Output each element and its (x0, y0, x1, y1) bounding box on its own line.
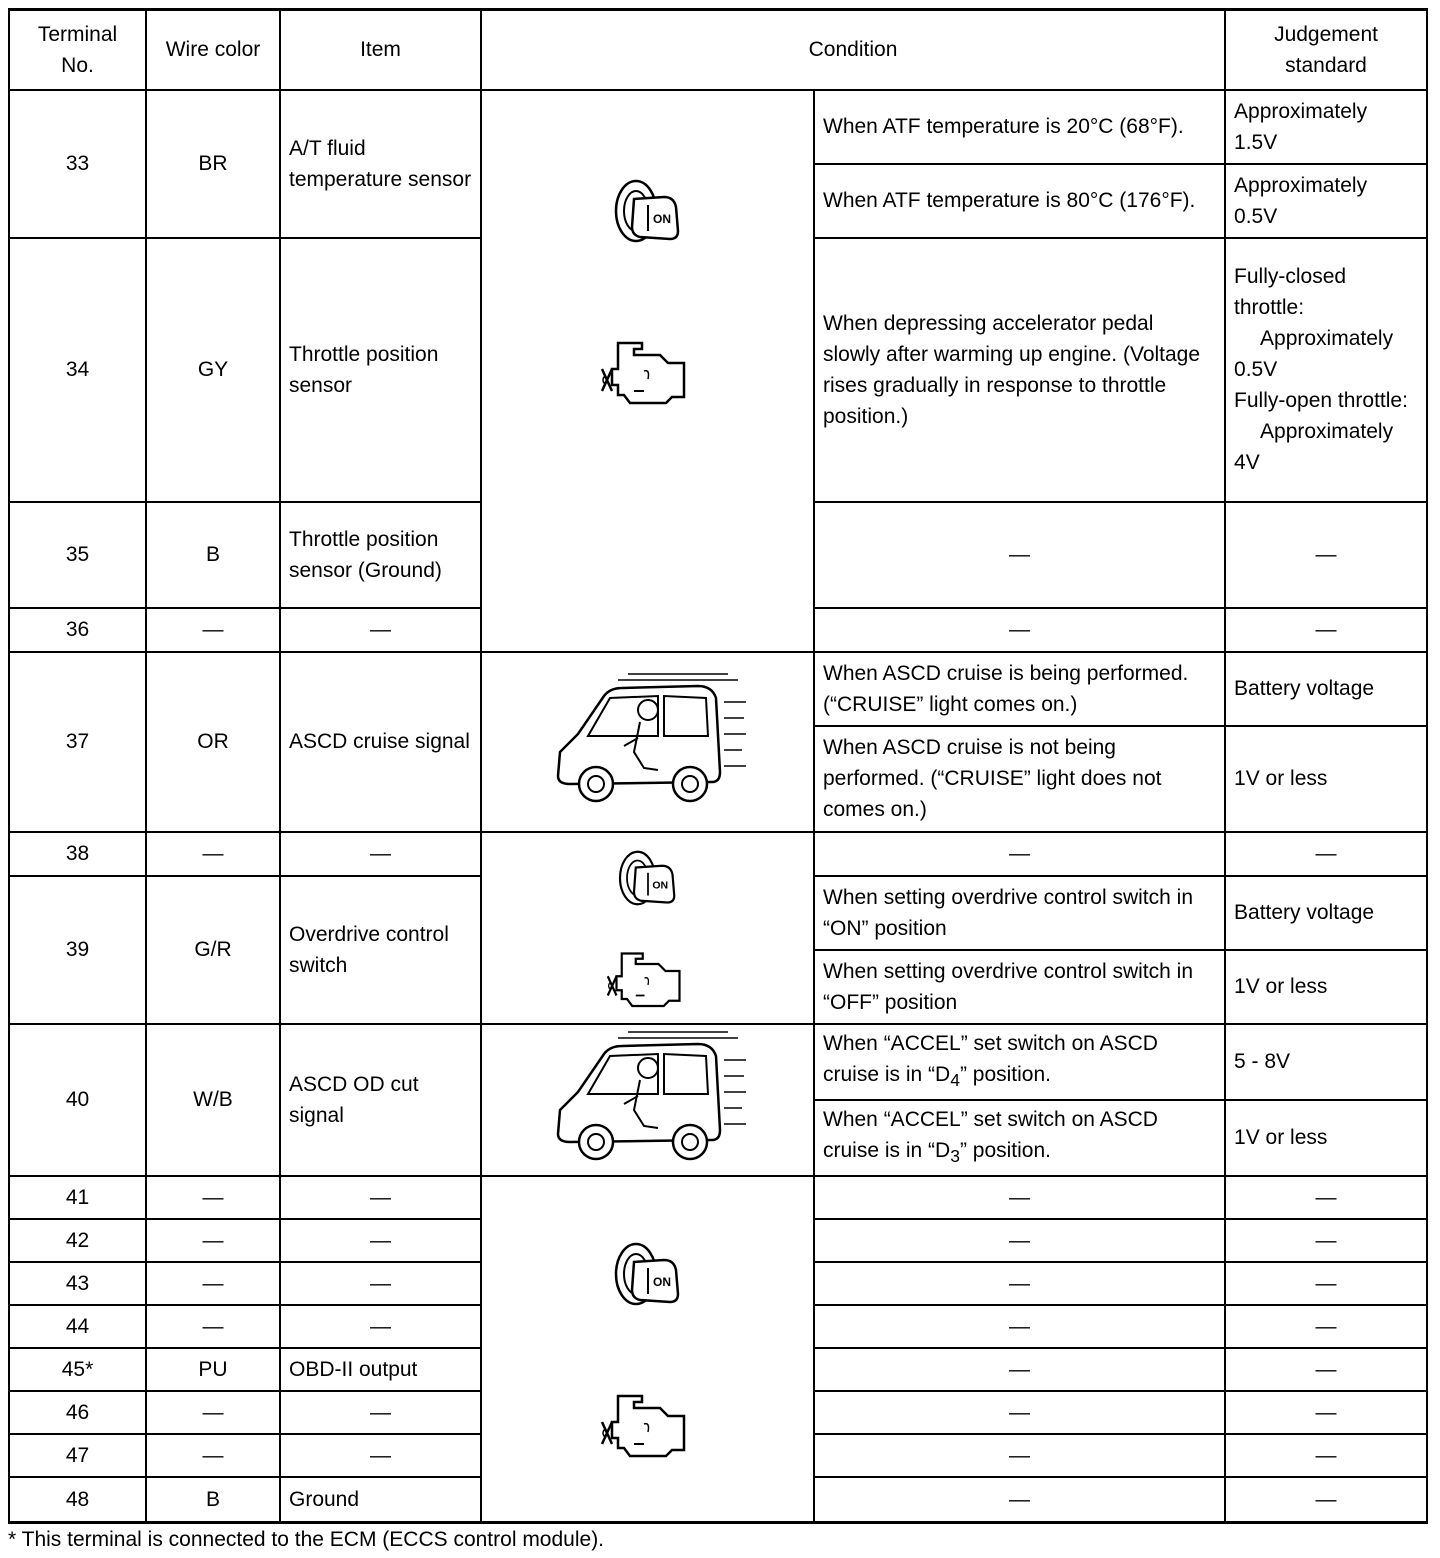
engine-running-icon (598, 1384, 698, 1464)
wire-color: W/B (146, 1024, 280, 1176)
condition (814, 1024, 1225, 1100)
car-driving-icon (548, 672, 748, 812)
judgement (1225, 164, 1427, 238)
condition: — (814, 1391, 1225, 1434)
judgement: — (1225, 1434, 1427, 1477)
condition-icons (481, 1176, 814, 1523)
judgement-line: 0.5V (1234, 358, 1278, 381)
item: ASCD OD cut signal (280, 1024, 481, 1176)
header-row (9, 10, 1427, 90)
condition-subscript: 4 (950, 1069, 960, 1090)
judgement (1225, 90, 1427, 164)
condition: — (814, 608, 1225, 652)
condition: — (814, 1434, 1225, 1477)
terminal-no: 39 (9, 876, 146, 1024)
wire-color: PU (146, 1348, 280, 1391)
item: A/T fluid temperature sensor (280, 90, 481, 238)
ignition-key-on-icon (608, 171, 688, 251)
engine-running-icon (598, 331, 698, 411)
item: Overdrive control switch (280, 876, 481, 1024)
condition: When ATF temperature is 80°C (176°F). (814, 164, 1225, 238)
judgement: 1V or less (1225, 950, 1427, 1024)
header-condition: Condition (481, 10, 1225, 90)
terminal-no: 41 (9, 1176, 146, 1219)
judgement: Battery voltage (1225, 876, 1427, 950)
wire-color: — (146, 1305, 280, 1348)
condition: — (814, 1305, 1225, 1348)
judgement-line: Approximately (1234, 99, 1368, 123)
condition-subscript: 3 (950, 1145, 960, 1166)
condition-text: When “ACCEL” set switch on ASCD cruise is in “D (823, 1107, 1158, 1162)
terminal-table-page (8, 8, 1426, 1554)
wire-color: B (146, 1477, 280, 1523)
condition: When setting overdrive control switch in “OFF” position (814, 950, 1225, 1024)
footnote: * This terminal is connected to the ECM (ECCS control module). (8, 1528, 605, 1552)
terminal-no: 47 (9, 1434, 146, 1477)
judgement-line: 1.5V (1234, 130, 1278, 154)
terminal-no: 36 (9, 608, 146, 652)
judgement: 1V or less (1225, 726, 1427, 832)
item: Throttle position sensor (280, 238, 481, 502)
judgement: — (1225, 1219, 1427, 1262)
condition: — (814, 832, 1225, 876)
judgement: — (1225, 1262, 1427, 1305)
item: — (280, 1434, 481, 1477)
condition: When ASCD cruise is not being performed. (“CRUISE” light does not comes on.) (814, 726, 1225, 832)
judgement-line: Approximately (1260, 420, 1394, 443)
judgement: — (1225, 1391, 1427, 1434)
item: — (280, 608, 481, 652)
icon-stack (482, 672, 813, 812)
icon-stack (482, 171, 813, 571)
condition: When ASCD cruise is being performed. (“CRUISE” light comes on.) (814, 652, 1225, 726)
judgement-line: 0.5V (1234, 204, 1278, 228)
car-driving-icon (548, 1030, 748, 1170)
item: OBD-II output (280, 1348, 481, 1391)
judgement: 5 - 8V (1225, 1024, 1427, 1100)
item: — (280, 1262, 481, 1305)
judgement: — (1225, 1176, 1427, 1219)
wire-color: — (146, 1434, 280, 1477)
judgement: — (1225, 1477, 1427, 1523)
judgement: — (1225, 1348, 1427, 1391)
header-terminal-line2: No. (61, 53, 94, 77)
terminal-no: 37 (9, 652, 146, 832)
wire-color: — (146, 1219, 280, 1262)
wire-color: — (146, 608, 280, 652)
wire-color: — (146, 832, 280, 876)
header-judgement (1225, 10, 1427, 90)
terminal-no: 48 (9, 1477, 146, 1523)
header-wire-color: Wire color (146, 10, 280, 90)
judgement-line: Approximately (1260, 327, 1394, 350)
judgement: — (1225, 832, 1427, 876)
condition: When setting overdrive control switch in “ON” position (814, 876, 1225, 950)
condition: — (814, 1477, 1225, 1523)
item: — (280, 1305, 481, 1348)
header-terminal-no (9, 10, 146, 90)
wire-color: BR (146, 90, 280, 238)
terminal-no: 35 (9, 502, 146, 608)
condition: — (814, 1348, 1225, 1391)
header-judgement-line1: Judgement (1274, 22, 1378, 46)
condition: — (814, 502, 1225, 608)
engine-running-icon (603, 943, 693, 1013)
wire-color: GY (146, 238, 280, 502)
icon-stack (482, 843, 813, 1013)
condition: — (814, 1219, 1225, 1262)
table-row (9, 90, 1427, 164)
judgement: — (1225, 1305, 1427, 1348)
ignition-key-on-icon (608, 1234, 688, 1314)
item: — (280, 1176, 481, 1219)
item: — (280, 832, 481, 876)
condition-icons (481, 652, 814, 832)
table-row (9, 832, 1427, 876)
judgement-line: Fully-open throttle: (1234, 389, 1408, 412)
condition: When depressing accelerator pedal slowly after warming up engine. (Voltage rises gradually in response to throttle position.) (814, 238, 1225, 502)
item: ASCD cruise signal (280, 652, 481, 832)
judgement: Battery voltage (1225, 652, 1427, 726)
wire-color: OR (146, 652, 280, 832)
item: Ground (280, 1477, 481, 1523)
wire-color: B (146, 502, 280, 608)
condition: When ATF temperature is 20°C (68°F). (814, 90, 1225, 164)
wire-color: — (146, 1176, 280, 1219)
wire-color: — (146, 1262, 280, 1305)
judgement: 1V or less (1225, 1100, 1427, 1176)
ignition-key-on-icon (613, 843, 683, 913)
terminal-no: 42 (9, 1219, 146, 1262)
terminal-no: 33 (9, 90, 146, 238)
header-terminal-line1: Terminal (37, 22, 118, 46)
wire-color: — (146, 1391, 280, 1434)
table-row (9, 1024, 1427, 1100)
condition: — (814, 1176, 1225, 1219)
terminal-no: 45* (9, 1348, 146, 1391)
condition-icons (481, 1024, 814, 1176)
terminal-no: 43 (9, 1262, 146, 1305)
judgement: — (1225, 608, 1427, 652)
table-row (9, 652, 1427, 726)
terminal-no: 46 (9, 1391, 146, 1434)
judgement (1225, 238, 1427, 502)
header-item: Item (280, 10, 481, 90)
header-judgement-line2: standard (1285, 53, 1367, 77)
judgement-line: Approximately (1234, 173, 1368, 197)
terminal-table (8, 8, 1428, 1524)
judgement-line: 4V (1234, 451, 1260, 474)
item: — (280, 1219, 481, 1262)
condition (814, 1100, 1225, 1176)
icon-stack (482, 1234, 813, 1464)
condition-icons (481, 832, 814, 1024)
terminal-no: 38 (9, 832, 146, 876)
table-row (9, 1176, 1427, 1219)
terminal-no: 40 (9, 1024, 146, 1176)
condition-text: When “ACCEL” set switch on ASCD cruise is in “D (823, 1031, 1158, 1086)
condition: — (814, 1262, 1225, 1305)
condition-text: ” position. (959, 1062, 1051, 1086)
terminal-no: 44 (9, 1305, 146, 1348)
wire-color: G/R (146, 876, 280, 1024)
judgement-line: Fully-closed throttle: (1234, 265, 1347, 319)
condition-text: ” position. (959, 1138, 1051, 1162)
icon-stack (482, 1030, 813, 1170)
item: Throttle position sensor (Ground) (280, 502, 481, 608)
terminal-no: 34 (9, 238, 146, 502)
condition-icons (481, 90, 814, 652)
judgement: — (1225, 502, 1427, 608)
item: — (280, 1391, 481, 1434)
